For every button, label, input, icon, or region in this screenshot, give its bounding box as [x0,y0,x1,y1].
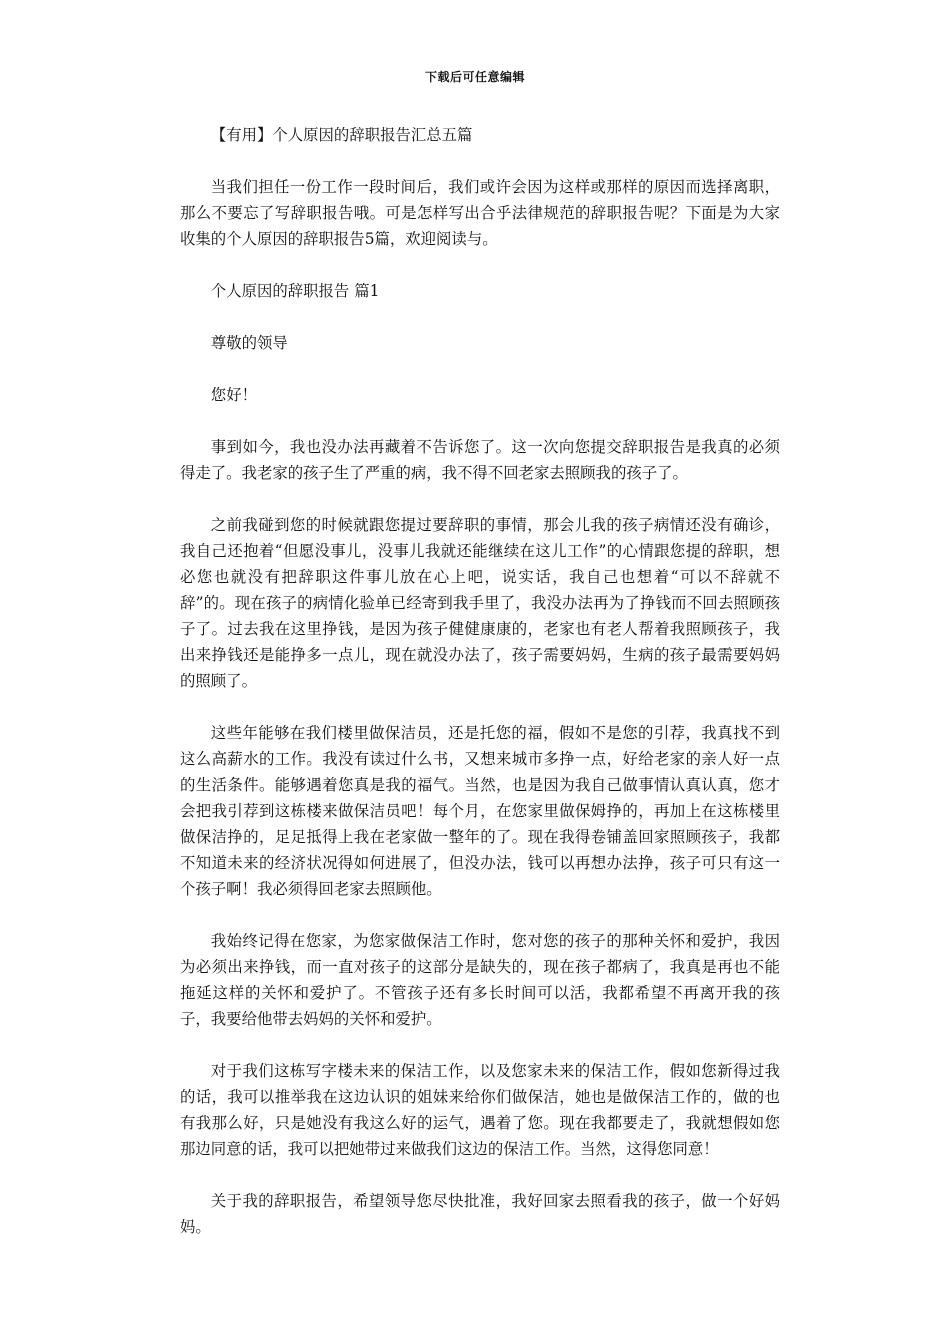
body-paragraph: 之前我碰到您的时候就跟您提过要辞职的事情，那会儿我的孩子病情还没有确诊，我自己还抱着“但愿没事儿，没事儿我就还能继续在这儿工作”的心情跟您提的辞职，想必您也就没有把辞职这件事儿放在心上吧，说实话，我自己也想着“可以不辞就不辞”的。现在孩子的病情化验单已经寄到我手里了，我没办法再为了挣钱而不回去照顾孩子了。过去我在这里挣钱，是因为孩子健健康康的，老家也有老人帮着我照顾孩子，我出来挣钱还是能挣多一点儿，现在就没办法了，孩子需要妈妈，生病的孩子最需要妈妈的照顾了。 [180,516,780,690]
body-paragraph: 事到如今，我也没办法再藏着不告诉您了。这一次向您提交辞职报告是我真的必须得走了。我老家的孩子生了严重的病，我不得不回老家去照顾我的孩子了。 [180,438,780,482]
body-paragraph: 我始终记得在您家，为您家做保洁工作时，您对您的孩子的那种关怀和爱护，我因为必须出来挣钱，而一直对孩子的这部分是缺失的，现在孩子都病了，我真是再也不能拖延这样的关怀和爱护了。不管孩子还有多长时间可以活，我都希望不再离开我的孩子，我要给他带去妈妈的关怀和爱护。 [180,932,780,1028]
section-heading: 个人原因的辞职报告 篇1 [210,282,380,300]
body-paragraph: 关于我的辞职报告，希望领导您尽快批准，我好回家去照看我的孩子，做一个好妈妈。 [180,1192,780,1236]
document-title: 【有用】个人原因的辞职报告汇总五篇 [210,126,473,144]
salutation: 尊敬的领导 [210,334,288,352]
page-header-note: 下载后可任意编辑 [424,70,525,84]
body-paragraph: 对于我们这栋写字楼未来的保洁工作，以及您家未来的保洁工作，假如您新得过我的话，我可以推举我在这边认识的姐妹来给你们做保洁，她也是做保洁工作的，做的也有我那么好，只是她没有我这么好的运气，遇着了您。现在我都要走了，我就想假如您那边同意的话，我可以把她带过来做我们这边的保洁工作。当然，这得您同意！ [180,1062,780,1158]
intro-paragraph: 当我们担任一份工作一段时间后，我们或许会因为这样或那样的原因而选择离职，那么不要忘了写辞职报告哦。可是怎样写出合乎法律规范的辞职报告呢？下面是为大家收集的个人原因的辞职报告5篇，欢迎阅读与。 [180,178,780,248]
greeting: 您好！ [210,386,257,404]
document-body [180,122,780,1266]
body-paragraph: 这些年能够在我们楼里做保洁员，还是托您的福，假如不是您的引荐，我真找不到这么高薪水的工作。我没有读过什么书，又想来城市多挣一点，好给老家的亲人好一点的生活条件。能够遇着您真是我的福气。当然，也是因为我自己做事情认真认真，您才会把我引荐到这栋楼来做保洁员吧！每个月，在您家里做保姆挣的，再加上在这栋楼里做保洁挣的，足足抵得上我在老家做一整年的了。现在我得卷铺盖回家照顾孩子，我都不知道未来的经济状况得如何进展了，但没办法，钱可以再想办法挣，孩子可只有这一个孩子啊！我必须得回老家去照顾他。 [180,724,780,898]
